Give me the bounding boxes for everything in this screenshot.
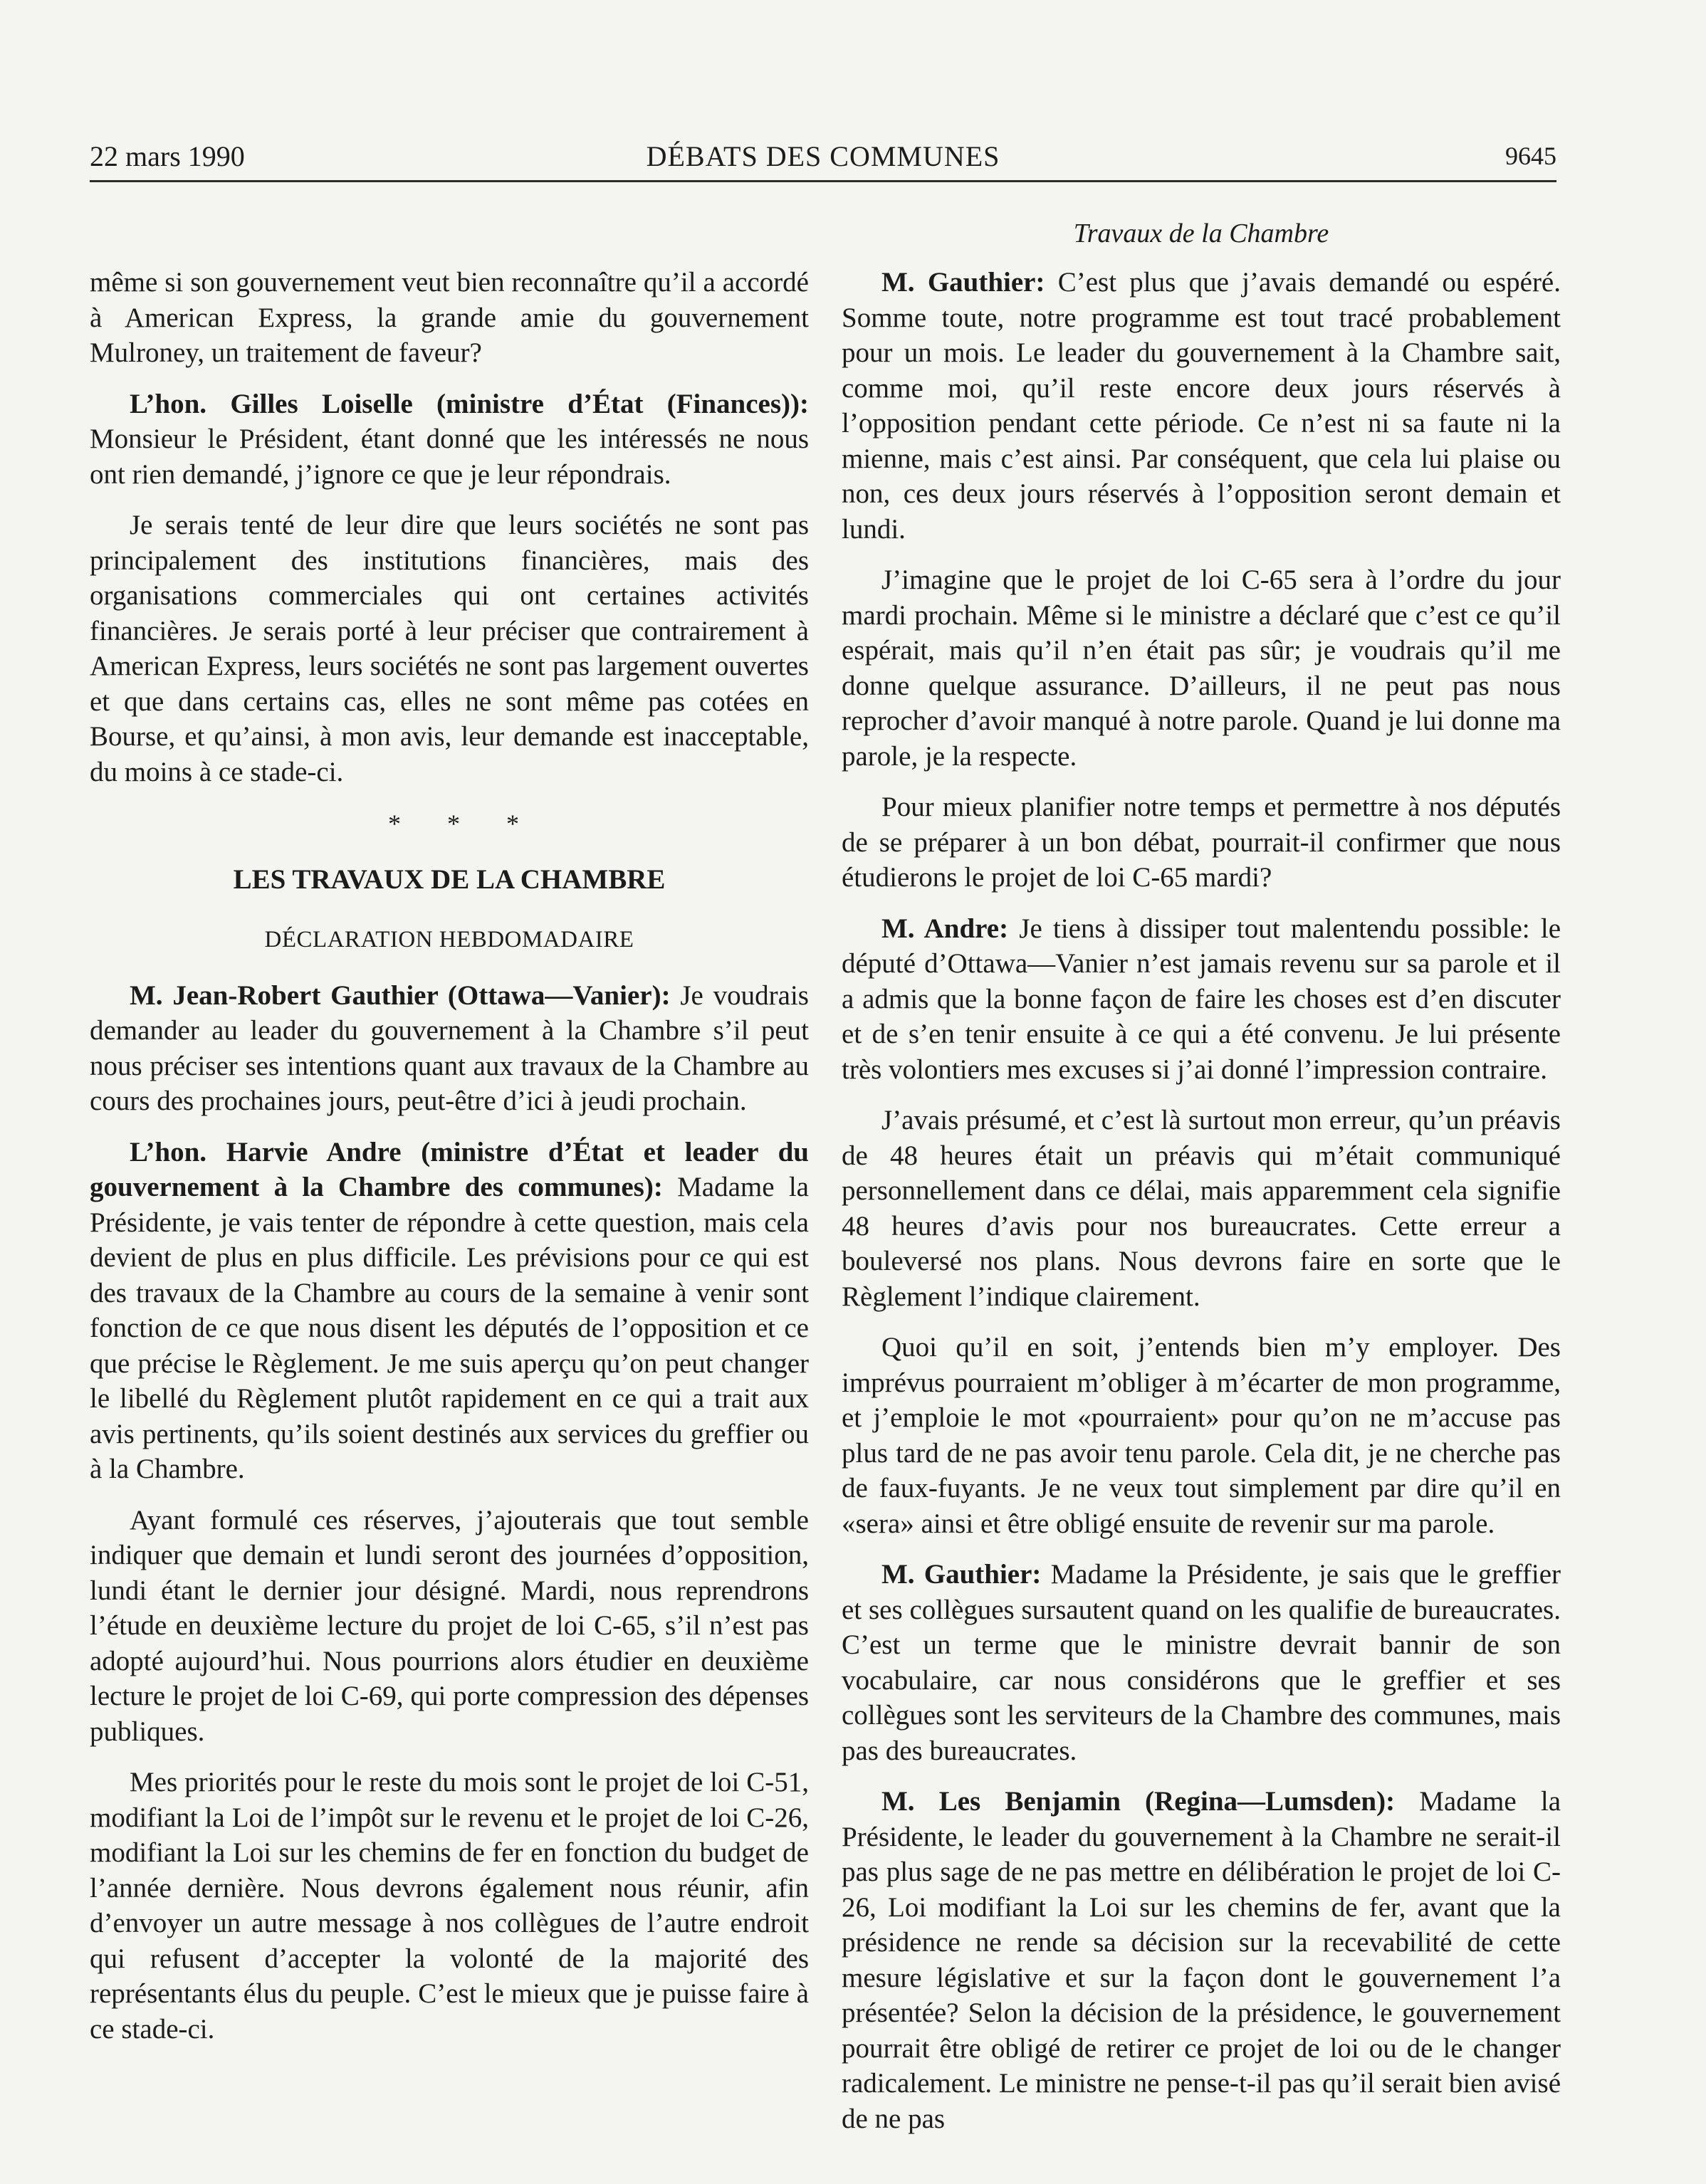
page-header bbox=[90, 140, 1556, 182]
page-number: 9645 bbox=[1505, 142, 1556, 170]
speaker-name: M. Andre: bbox=[881, 913, 1009, 944]
paragraph bbox=[842, 265, 1561, 547]
paragraph bbox=[842, 1784, 1561, 2136]
speech-text: C’est plus que j’avais demandé ou espéré. Somme toute, notre programme est tout tracé probablement pour un mois. Le leader du gouvernement à la Chambre sait, comme moi, qu’il reste encore deux jours réservés à l’opposition pendant cette période. Ce n’est ni sa faute ni la mienne, mais c’est ainsi. Par conséquent, que cela lui plaise ou non, ces deux jours réservés à l’opposition seront demain et lundi. bbox=[842, 267, 1561, 545]
speech-text: Je voudrais demander au leader du gouvernement à la Chambre s’il peut nous préciser ses intentions quant aux travaux de la Chambre au cours des prochaines jours, peut-être d’ici à jeudi prochain. bbox=[90, 980, 809, 1116]
paragraph: Ayant formulé ces réserves, j’ajouterais que tout semble indiquer que demain et lundi seront des journées d’opposition, lundi étant le dernier jour désigné. Mardi, nous reprendrons l’étude en deuxième lecture du projet de loi C-65, s’il n’est pas adopté aujourd’hui. Nous pourrions alors étudier en deuxième lecture le projet de loi C-69, qui porte compression des dépenses publiques. bbox=[90, 1504, 809, 1747]
header-rule bbox=[90, 180, 1556, 182]
speech-text: Madame la Présidente, je vais tenter de répondre à cette question, mais cela devient de plus en plus difficile. Les prévisions pour ce qui est des travaux de la Chambre au cours de la semaine à venir sont fonction de ce que nous disent les députés de l’opposition et ce que précise le Règlement. Je me suis aperçu qu’on peut changer le libellé du Règlement plutôt rapidement en ce qui a trait aux avis pertinents, qu’ils soient destinés aux services du greffier ou à la Chambre. bbox=[90, 1172, 809, 1484]
section-separator: * * * bbox=[388, 809, 539, 838]
subsection-title: DÉCLARATION HEBDOMADAIRE bbox=[264, 927, 634, 952]
paragraph bbox=[90, 387, 809, 493]
paragraph: Mes priorités pour le reste du mois sont le projet de loi C-51, modifiant la Loi de l’impôt sur le revenu et le projet de loi C-26, modifiant la Loi sur les chemins de fer en fonction du budget de l’année dernière. Nous devrons également nous réunir, afin d’envoyer un autre message à nos collègues de l’autre endroit qui refusent d’accepter la volonté de la majorité des représentants élus du peuple. C’est le mieux que je puisse faire à ce stade-ci. bbox=[90, 1767, 809, 2044]
paragraph: J’avais présumé, et c’est là surtout mon erreur, qu’un préavis de 48 heures était un préavis qui m’était communiqué personnellement dans ce délai, mais apparemment cela signifie 48 heures d’avis pour nos bureaucrates. Cette erreur a bouleversé nos plans. Nous devrons faire en sorte que le Règlement l’indique clairement. bbox=[842, 1105, 1561, 1312]
left-column bbox=[90, 265, 809, 2062]
publication-title: DÉBATS DES COMMUNES bbox=[646, 140, 1000, 172]
paragraph bbox=[90, 1135, 809, 1487]
paragraph: Pour mieux planifier notre temps et permettre à nos députés de se préparer à un bon débat, pourrait-il confirmer que nous étudierons le projet de loi C-65 mardi? bbox=[842, 792, 1561, 893]
paragraph bbox=[842, 911, 1561, 1088]
section-title: LES TRAVAUX DE LA CHAMBRE bbox=[233, 863, 666, 895]
speaker-name: M. Jean-Robert Gauthier (Ottawa—Vanier): bbox=[130, 980, 671, 1011]
speech-text: Monsieur le Président, étant donné que les intéressés ne nous ont rien demandé, j’ignore ce que je leur répondrais. bbox=[90, 424, 809, 490]
right-column bbox=[842, 265, 1561, 2152]
paragraph: Je serais tenté de leur dire que leurs sociétés ne sont pas principalement des institutions financières, mais des organisations commerciales qui ont certaines activités financières. Je serais porté à leur préciser que contrairement à American Express, leurs sociétés ne sont pas largement ouvertes et que dans certains cas, elles ne sont même pas cotées en Bourse, et qu’ainsi, à mon avis, leur demande est inacceptable, du moins à ce stade-ci. bbox=[90, 510, 809, 787]
running-head: Travaux de la Chambre bbox=[1073, 219, 1329, 248]
speaker-name: L’hon. Gilles Loiselle (ministre d’État (Finances)): bbox=[130, 388, 809, 419]
paragraph bbox=[90, 978, 809, 1119]
speaker-name: M. Gauthier: bbox=[881, 1559, 1042, 1590]
paragraph: même si son gouvernement veut bien reconnaître qu’il a accordé à American Express, la grande amie du gouvernement Mulroney, un traitement de faveur? bbox=[90, 267, 809, 368]
paragraph bbox=[842, 1557, 1561, 1768]
speech-text: Je tiens à dissiper tout malentendu possible: le député d’Ottawa—Vanier n’est jamais revenu sur sa parole et il a admis que la bonne façon de faire les choses est d’en discuter et de s’en tenir ensuite à ce qui a été convenu. Je lui présente très volontiers mes excuses si j’ai donné l’impression contraire. bbox=[842, 913, 1561, 1085]
speech-text: Madame la Présidente, je sais que le greffier et ses collègues sursautent quand on les qualifie de bureaucrates. C’est un terme que le ministre devrait bannir de son vocabulaire, car nous considérons que le greffier et ses collègues sont les serviteurs de la Chambre des communes, mais pas des bureaucrates. bbox=[842, 1559, 1561, 1766]
paragraph: J’imagine que le projet de loi C-65 sera à l’ordre du jour mardi prochain. Même si le ministre a déclaré que c’est ce qu’il espérait, mais qu’il n’en était pas sûr; je voudrais qu’il me donne quelque assurance. D’ailleurs, il ne peut pas nous reprocher d’avoir manqué à notre parole. Quand je lui donne ma parole, je la respecte. bbox=[842, 565, 1561, 772]
page-date: 22 mars 1990 bbox=[90, 140, 245, 172]
speaker-name: M. Gauthier: bbox=[881, 267, 1045, 298]
paragraph: Quoi qu’il en soit, j’entends bien m’y employer. Des imprévus pourraient m’obliger à m’écarter de mon programme, et j’emploie le mot «pourraient» pour qu’on ne m’accuse pas plus tard de ne pas avoir tenu parole. Cela dit, je ne cherche pas de faux-fuyants. Je ne veux tout simplement par dire qu’il en «sera» ainsi et être obligé ensuite de revenir sur ma parole. bbox=[842, 1332, 1561, 1539]
speaker-name: M. Les Benjamin (Regina—Lumsden): bbox=[881, 1786, 1396, 1817]
speaker-name: L’hon. Harvie Andre (ministre d’État et leader du gouvernement à la Chambre des communes): bbox=[90, 1136, 809, 1202]
speech-text: Madame la Présidente, le leader du gouvernement à la Chambre ne serait-il pas plus sage de ne pas mettre en délibération le projet de loi C-26, Loi modifiant la Loi sur les chemins de fer, avant que la présidence ne rende sa décision sur la recevabilité de cette mesure législative et sur la façon dont le gouvernement l’a présentée? Selon la décision de la présidence, le gouvernement pourrait être obligé de retirer ce projet de loi ou de le changer radicalement. Le ministre ne pense-t-il pas qu’il serait bien avisé de ne pas bbox=[842, 1786, 1561, 2134]
